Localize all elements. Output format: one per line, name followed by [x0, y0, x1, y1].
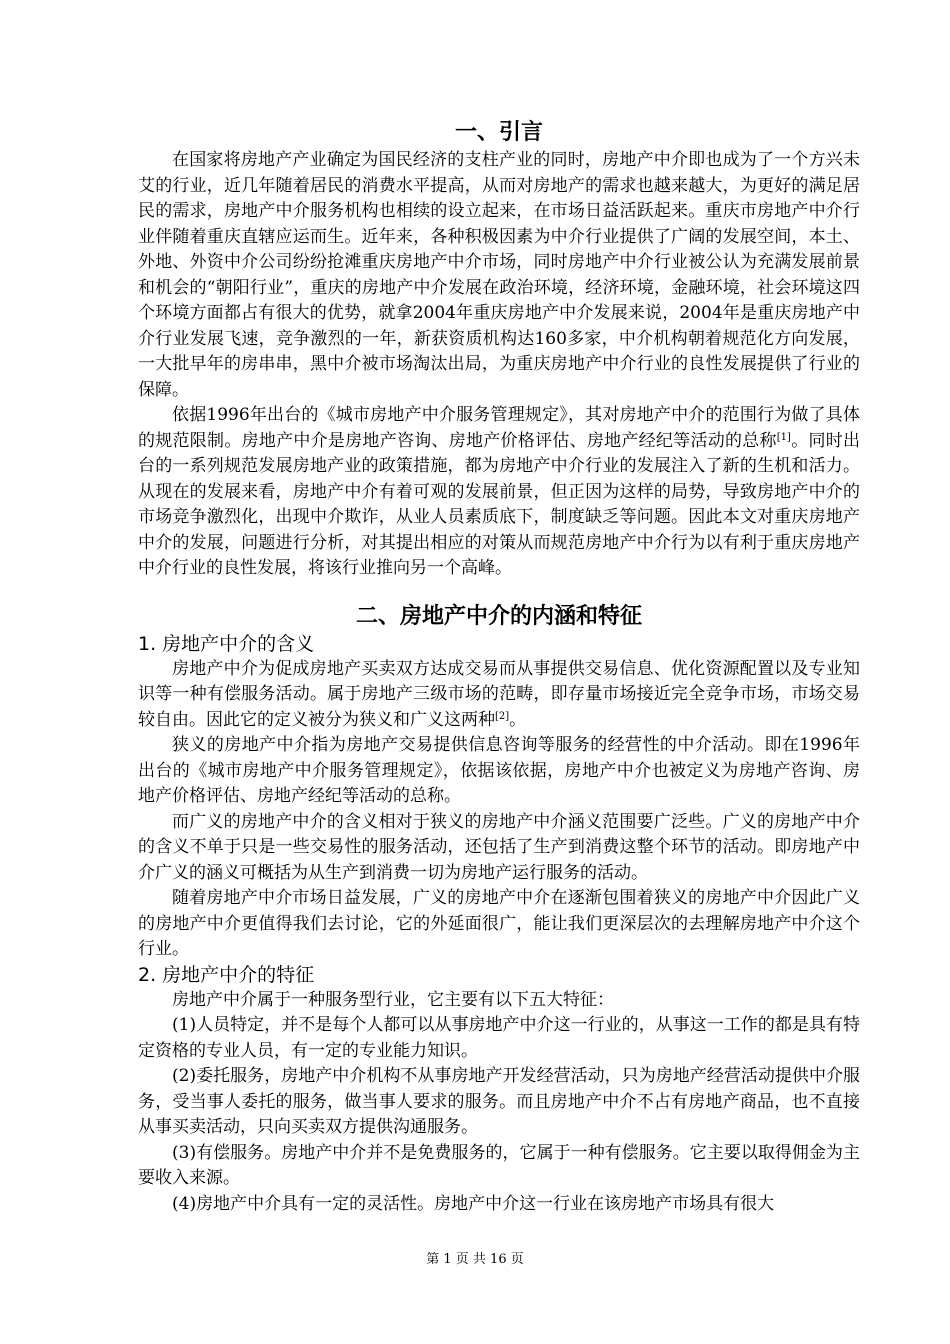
- text: 房地产中介为促成房地产买卖双方达成交易而从事提供交易信息、优化资源配置以及专业知识等一种有偿服务活动。属于房地产三级市场的范畴，即存量市场接近完全竞争市场，市场交易较自由。因此它的定义被分为狭义和广义这两种: [138, 658, 860, 730]
- text: 依据1996年出台的《城市房地产中介服务管理规定》，其对房地产中介的范围行为做了具体的规范限制。房地产中介是房地产咨询、房地产价格评估、房地产经纪等活动的总称: [138, 405, 860, 451]
- subsection-title: 1. 房地产中介的含义: [138, 632, 315, 655]
- subsection-title: 2. 房地产中介的特征: [138, 963, 315, 986]
- list-item: (1)人员特定，并不是每个人都可以从事房地产中介这一行业的，从事这一工作的都是具有特定资格的专业人员，有一定的专业能力知识。: [138, 1015, 860, 1061]
- paragraph: 在国家将房地产产业确定为国民经济的支柱产业的同时，房地产中介即也成为了一个方兴未艾的行业，近几年随着居民的消费水平提高，从而对房地产的需求也越来越大，为更好的满足居民的需求，房地产中介服务机构也相续的设立起来，在市场日益活跃起来。重庆市房地产中介行业伴随着重庆直辖应运而生。近年来，各种积极因素为中介行业提供了广阔的发展空间，本土、外地、外资中介公司纷纷抢滩重庆房地产中介市场，同时房地产中介行业被公认为充满发展前景和机会的“朝阳行业”，重庆的房地产中介发展在政治环境，经济环境，金融环境，社会环境这四个环境方面都占有很大的优势，就拿2004年重庆房地产中介发展来说，2004年是重庆房地产中介行业发展飞速，竞争激烈的一年，新获资质机构达160多家，中介机构朝着规范化方向发展，一大批早年的房串串，黑中介被市场淘汰出局，为重庆房地产中介行业的良性发展提供了行业的保障。: [138, 150, 860, 400]
- section-2-title: 二、房地产中介的内涵和特征: [355, 603, 642, 629]
- text: 。同时出台的一系列规范发展房地产业的政策措施，都为房地产中介行业的发展注入了新的生机和活力。从现在的发展来看，房地产中介有着可观的发展前景，但正因为这样的局势，导致房地产中介的市场竞争激烈化，出现中介欺诈，从业人员素质底下，制度缺乏等问题。因此本文对重庆房地产中介的发展，问题进行分析，对其提出相应的对策从而规范房地产中介行为以有利于重庆房地产中介行业的良性发展，将该行业推向另一个高峰。: [138, 430, 861, 578]
- paragraph: [138, 403, 860, 582]
- list-item: (2)委托服务，房地产中介机构不从事房地产开发经营活动，只为房地产经营活动提供中介服务，受当事人委托的服务，做当事人要求的服务。而且房地产中介不占有房地产商品，也不直接从事买卖活动，只向买卖双方提供沟通服务。: [138, 1066, 860, 1137]
- text: 。: [509, 709, 527, 730]
- paragraph: 房地产中介属于一种服务型行业，它主要有以下五大特征：: [172, 989, 614, 1010]
- paragraph: 随着房地产中介市场日益发展，广义的房地产中介在逐渐包围着狭义的房地产中介因此广义的房地产中介更值得我们去讨论，它的外延面很广，能让我们更深层次的去理解房地产中介这个行业。: [138, 888, 860, 959]
- list-item: (3)有偿服务。房地产中介并不是免费服务的，它属于一种有偿服务。它主要以取得佣金为主要收入来源。: [138, 1142, 860, 1188]
- paragraph: 而广义的房地产中介的含义相对于狭义的房地产中介涵义范围要广泛些。广义的房地产中介的含义不单于只是一些交易性的服务活动，还包括了生产到消费这整个环节的活动。即房地产中介广义的涵义可概括为从生产到消费一切为房地产运行服务的活动。: [138, 811, 860, 883]
- paragraph: 狭义的房地产中介指为房地产交易提供信息咨询等服务的经营性的中介活动。即在1996年出台的《城市房地产中介服务管理规定》，依据该依据，房地产中介也被定义为房地产咨询、房地产价格评估、房地产经纪等活动的总称。: [138, 735, 860, 806]
- citation: [2]: [495, 710, 510, 722]
- section-1-title: 一、引言: [454, 120, 543, 145]
- list-item: (4)房地产中介具有一定的灵活性。房地产中介这一行业在该房地产市场具有很大: [172, 1193, 775, 1214]
- citation: [1]: [776, 431, 791, 443]
- paragraph: [138, 657, 860, 734]
- page-footer: 第 1 页 共 16 页: [426, 1252, 524, 1267]
- document-page: [138, 118, 860, 1217]
